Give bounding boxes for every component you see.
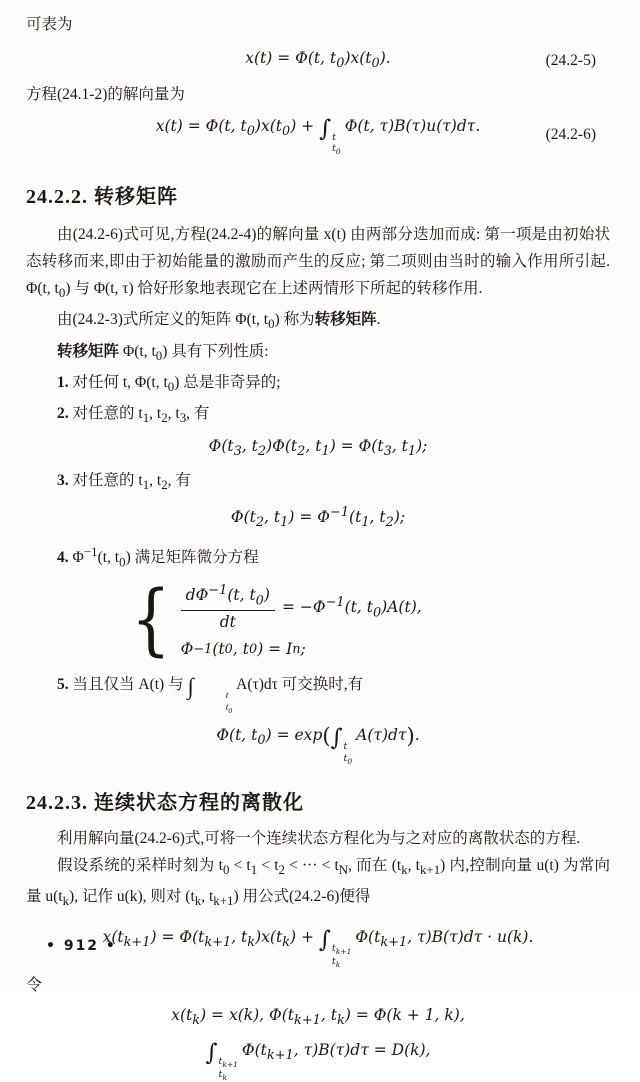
equation-24-2-5-number: (24.2-5) [545, 52, 596, 70]
property-item-1: 1. 对任何 t, Φ(t, $t_0$) 总是非奇异的; [57, 373, 281, 394]
paragraph-superposition: 由(24.2-6)式可见,方程(24.2-4)的解向量 x(t) 由两部分迭加而成: 第一项是由初始状态转移而来,即由于初始能量的激励而产生的反应; 第二项则由当时的输入作用所引起. Φ(t, $t_0$) 与 Φ(t, τ) 恰好形象地表现它在上述两情形下所起的转移作用. [26, 226, 610, 301]
section-heading-24-2-3: 24.2.3. 连续状态方程的离散化 [26, 791, 304, 814]
paragraph-discretization: 利用解向量(24.2-6)式,可将一个连续状态方程化为与之对应的离散状态的方程. [57, 829, 581, 847]
property-5-equation-body: Φ(t, $t_0) = \exp(\int$ t $t_0$ A(τ)dτ). [216, 724, 420, 766]
fraction-numerator: $d\Phi^{-1}(t$, $t_0$) [181, 582, 275, 612]
equation-substitution-1 [26, 1002, 610, 1034]
equation-24-2-5 [26, 45, 610, 77]
equation-24-2-5-body: x(t) = Φ(t, $t_0)x(t_0)$. [245, 49, 391, 72]
equation-24-2-6-body: x(t) = Φ(t, $t_0)x(t_0)$ + ∫ t $t_0$ Φ(t, τ)B(τ)u(τ)dτ. [155, 116, 481, 157]
equation-discrete-state-body: $x(t_{k+1}) = \Phi(t_{k+1}$, $t_k)x(t_k)$ + ∫ $t_{k+1}$ $t_k$ $\Phi(t_{k+1}$, τ)B(τ)dτ · u(k). [102, 926, 534, 969]
section-heading-24-2-2: 24.2.2. 转移矩阵 [26, 186, 178, 209]
system-equations [181, 582, 422, 659]
derivative-fraction [181, 582, 275, 634]
paragraph-properties-intro: 转移矩阵 Φ(t, $t_0$) 具有下列性质: [57, 342, 269, 363]
equation-substitution-2 [26, 1037, 610, 1082]
property-5-equation [26, 722, 610, 765]
property-3-equation [26, 500, 610, 536]
page-number: • 912 • [46, 938, 117, 954]
fraction-denominator: dt [219, 613, 236, 632]
property-2-equation-body: $\Phi(t_3$, $t_2)\Phi(t_2$, $t_1) = \Phi(t_3$, $t_1$); [208, 436, 428, 459]
equation-24-2-6 [26, 113, 610, 156]
property-item-2-lead: 2. 对任意的 $t_1$, $t_2$, $t_3$, 有 [57, 404, 210, 425]
property-item-3-lead: 3. 对任意的 $t_1$, $t_2$, 有 [57, 471, 191, 493]
solution-vector-line: 方程(24.1-2)的解向量为 [26, 86, 185, 104]
property-3-equation-body: $\Phi(t_2$, $t_1) = \Phi^{-1}(t_1$, $t_2$); [230, 505, 406, 531]
equation-substitution-1-body: $x(t_k) = x(k)$, $\Phi(t_{k+1}$, $t_k) = \Phi(k + 1$, k), [171, 1005, 465, 1028]
system-line-1-rhs: = $-\Phi^{-1}(t$, $t_0)A(t)$, [281, 594, 422, 620]
property-2-equation [26, 433, 610, 465]
system-line-2: Φ −1 (t 0 , t 0 ) = I n ; [180, 640, 306, 659]
equation-substitution-2-body: ∫ $t_{k+1}$ $t_k$ $\Phi(t_{k+1}$, τ)B(τ)dτ = D(k), [205, 1039, 431, 1082]
intro-line: 可表为 [26, 16, 73, 33]
property-item-5-lead: 5. 当且仅当 A(t) 与 ∫ t $t_0$ A(τ)dτ 可交换时,有 [57, 674, 364, 715]
property-4-system [126, 574, 610, 665]
system-left-brace: { [130, 574, 171, 665]
system-line-1 [181, 582, 422, 634]
equation-24-2-6-number: (24.2-6) [545, 125, 596, 143]
paragraph-sampling: 假设系统的采样时刻为 $t_0 < t_1 < t_2$ < ··· < $t_N$, 而在 ($t_k$, $t_{k+1}$) 内,控制向量 u(t) 为常向量 $u(t_k)$, 记作 u(k), 则对 ($t_k$, $t_{k+1}$) 用公式(24.2-6)便得 [26, 856, 610, 908]
let-label: 令 [26, 976, 43, 994]
paragraph-definition: 由(24.2-3)式所定义的矩阵 Φ(t, $t_0$) 称为转移矩阵. [57, 311, 381, 332]
property-item-4-lead: 4. $\Phi^{-1}(t$, $t_0$) 满足矩阵微分方程 [57, 544, 259, 570]
